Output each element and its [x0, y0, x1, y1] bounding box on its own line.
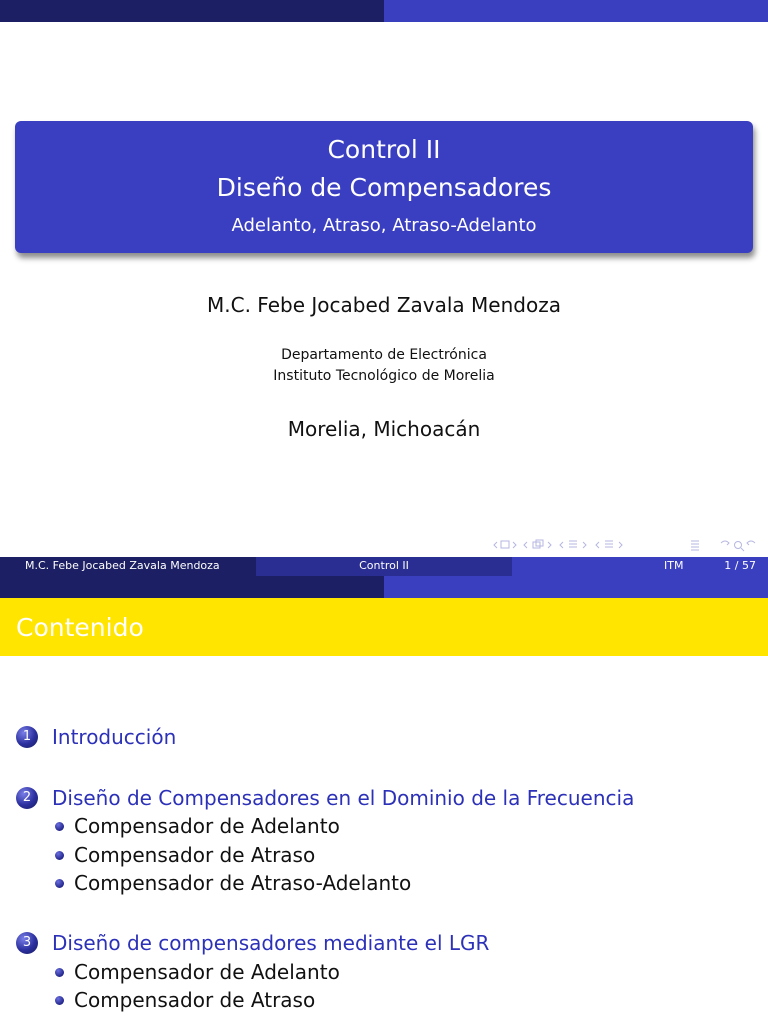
- frame-title-bar: [0, 598, 768, 656]
- bullet-icon: [55, 968, 64, 977]
- footer: [0, 557, 768, 576]
- slide-subtitle: Diseño de Compensadores: [216, 173, 552, 202]
- top-bar-right: [384, 576, 768, 598]
- section-number-ball: 1: [16, 726, 38, 748]
- section-label: Diseño de compensadores mediante el LGR: [52, 931, 490, 955]
- toc-subsection[interactable]: [55, 814, 340, 838]
- bullet-icon: [55, 879, 64, 888]
- contents-slide: [0, 576, 768, 1024]
- institute: Instituto Tecnológico de Morelia: [273, 368, 495, 384]
- beamer-navigation-symbols[interactable]: [493, 537, 763, 553]
- slide-title: Control II: [327, 135, 441, 164]
- subsection-label: Compensador de Atraso: [74, 843, 316, 867]
- slide-subsubtitle: Adelanto, Atraso, Atraso-Adelanto: [231, 215, 537, 236]
- bullet-icon: [55, 851, 64, 860]
- footer-page-number: 1 / 57: [724, 559, 756, 572]
- place: Morelia, Michoacán: [287, 417, 481, 441]
- subsection-label: Compensador de Atraso: [74, 988, 316, 1012]
- author: M.C. Febe Jocabed Zavala Mendoza: [207, 293, 561, 317]
- bullet-icon: [55, 822, 64, 831]
- footer-info-box: [512, 557, 768, 576]
- footer-title-box: [256, 557, 512, 576]
- title-block: [15, 121, 753, 253]
- toc-subsection[interactable]: [55, 988, 315, 1012]
- toc-subsection[interactable]: [55, 843, 315, 867]
- section-number-ball: 2: [16, 787, 38, 809]
- top-bar-left: [0, 576, 384, 598]
- section-number-ball: 3: [16, 932, 38, 954]
- footer-institute: ITM: [664, 559, 684, 572]
- footer-title: Control II: [359, 559, 409, 572]
- subsection-label: Compensador de Atraso-Adelanto: [74, 871, 412, 895]
- bullet-icon: [55, 996, 64, 1005]
- toc-section[interactable]: [16, 931, 489, 955]
- top-bar: [0, 576, 768, 598]
- section-label: Diseño de Compensadores en el Dominio de la Frecuencia: [52, 786, 635, 810]
- navigation-icons: [493, 537, 763, 553]
- department: Departamento de Electrónica: [281, 347, 487, 363]
- subsection-label: Compensador de Adelanto: [74, 814, 340, 838]
- section-label: Introducción: [52, 725, 177, 749]
- frame-title: Contenido: [16, 613, 144, 642]
- top-bar-right: [384, 0, 768, 22]
- footer-author: M.C. Febe Jocabed Zavala Mendoza: [25, 559, 220, 572]
- toc-section[interactable]: [16, 725, 176, 749]
- top-bar-left: [0, 0, 384, 22]
- top-bar: [0, 0, 768, 22]
- subsection-label: Compensador de Adelanto: [74, 960, 340, 984]
- footer-author-box: [0, 557, 256, 576]
- toc-section[interactable]: [16, 786, 634, 810]
- toc-subsection[interactable]: [55, 871, 411, 895]
- toc-subsection[interactable]: [55, 960, 340, 984]
